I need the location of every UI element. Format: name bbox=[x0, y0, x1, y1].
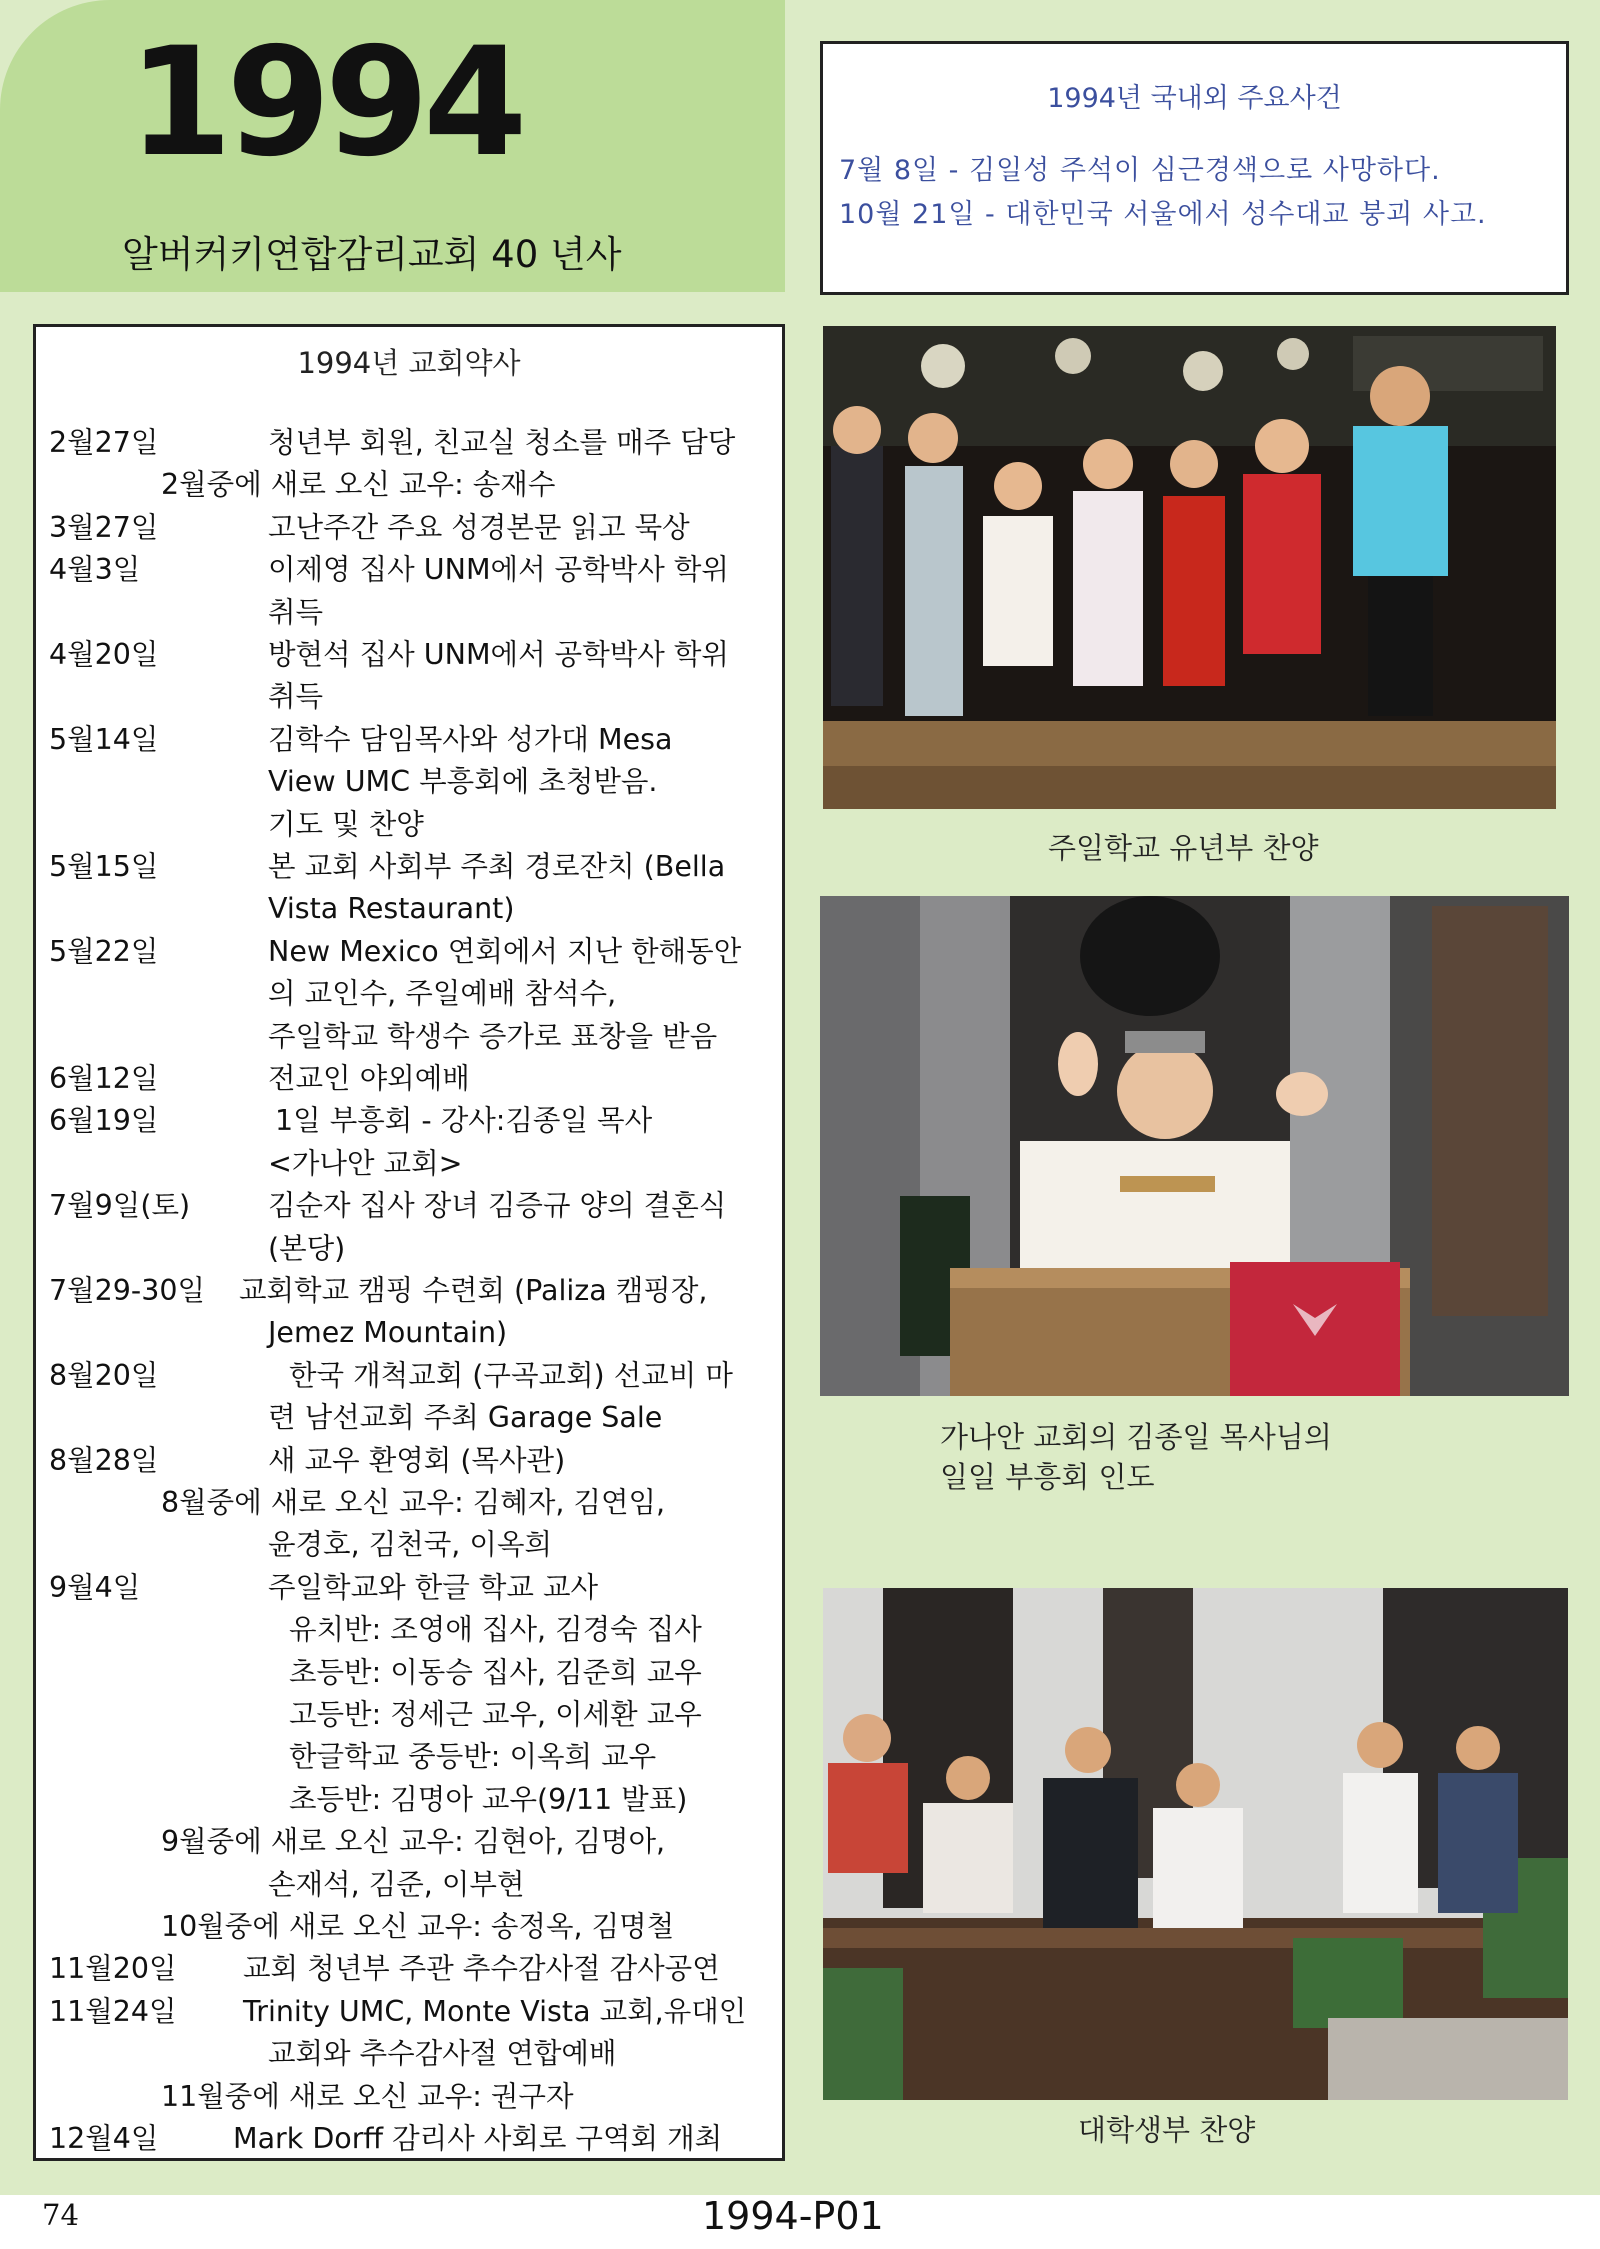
history-entry: 한글학교 중등반: 이옥희 교우 bbox=[289, 1740, 657, 1774]
college-group-image bbox=[823, 1588, 1568, 2100]
history-entry: 유치반: 조영애 집사, 김경숙 집사 bbox=[289, 1613, 702, 1647]
history-entry: New Mexico 연회에서 지난 한해동안 bbox=[268, 934, 742, 968]
history-entry: 주일학교와 한글 학교 교사 bbox=[268, 1570, 599, 1604]
history-entry: 의 교인수, 주일예배 참석수, bbox=[268, 977, 617, 1011]
world-event-line: 7월 8일 - 김일성 주석이 심근경색으로 사망하다. bbox=[839, 155, 1441, 186]
page-number: 74 bbox=[42, 2198, 79, 2232]
history-entry: (본당) bbox=[268, 1231, 346, 1265]
history-date: 7월29-30일 bbox=[49, 1274, 206, 1307]
history-entry: Mark Dorff 감리사 사회로 구역회 개최 bbox=[233, 2122, 723, 2155]
history-entry: 기도 및 찬양 bbox=[268, 807, 424, 841]
history-entry: 본 교회 사회부 주최 경로잔치 (Bella bbox=[268, 850, 726, 883]
history-entry: Jemez Mountain) bbox=[268, 1316, 508, 1350]
history-entry: 초등반: 이동승 집사, 김준희 교우 bbox=[289, 1655, 702, 1689]
history-entry: 교회학교 캠핑 수련회 (Paliza 캠핑장, bbox=[239, 1274, 708, 1307]
history-entry: 취득 bbox=[268, 595, 324, 629]
photo-college-group bbox=[823, 1588, 1568, 2100]
history-date: 4월3일 bbox=[49, 553, 141, 587]
history-date: 5월15일 bbox=[49, 850, 159, 883]
history-entry: 2월중에 새로 오신 교우: 송재수 bbox=[161, 468, 556, 502]
history-date: 5월22일 bbox=[49, 934, 159, 968]
history-entry: 교회와 추수감사절 연합예배 bbox=[268, 2037, 617, 2071]
history-entry: 교회 청년부 주관 추수감사절 감사공연 bbox=[243, 1952, 720, 1986]
history-date: 12월4일 bbox=[49, 2122, 159, 2155]
history-date: 4월20일 bbox=[49, 638, 159, 671]
photo-caption: 대학생부 찬양 bbox=[1078, 2113, 1256, 2147]
history-entry: 10월중에 새로 오신 교우: 송정옥, 김명철 bbox=[161, 1910, 675, 1943]
history-entry: 11월중에 새로 오신 교우: 권구자 bbox=[161, 2079, 574, 2113]
history-entry: 손재석, 김준, 이부현 bbox=[268, 1867, 525, 1901]
world-events-box bbox=[820, 41, 1569, 295]
history-date: 8월20일 bbox=[49, 1358, 159, 1392]
photo-caption-line: 일일 부흥회 인도 bbox=[940, 1460, 1155, 1494]
book-subtitle: 알버커키연합감리교회 40 년사 bbox=[122, 233, 622, 276]
history-date: 5월14일 bbox=[49, 722, 159, 756]
history-entry: 윤경호, 김천국, 이옥희 bbox=[268, 1528, 553, 1562]
history-date: 3월27일 bbox=[49, 510, 159, 544]
history-entry: 련 남선교회 주최 Garage Sale bbox=[268, 1401, 663, 1435]
history-date: 8월28일 bbox=[49, 1443, 159, 1477]
photo-children-choir bbox=[823, 326, 1556, 809]
history-entry: 한국 개척교회 (구곡교회) 선교비 마 bbox=[289, 1358, 733, 1392]
history-entry: 취득 bbox=[268, 680, 324, 714]
history-entry: 방현석 집사 UNM에서 공학박사 학위 bbox=[268, 638, 729, 671]
history-entry: 9월중에 새로 오신 교우: 김현아, 김명아, bbox=[161, 1825, 666, 1859]
history-entry: 이제영 집사 UNM에서 공학박사 학위 bbox=[268, 553, 729, 587]
world-event-line: 10월 21일 - 대한민국 서울에서 성수대교 붕괴 사고. bbox=[839, 199, 1487, 230]
history-date: 11월24일 bbox=[49, 1994, 177, 2028]
history-date: 7월9일(토) bbox=[49, 1189, 191, 1223]
history-entry: 초등반: 김명아 교우(9/11 발표) bbox=[289, 1782, 688, 1816]
photo-caption-line: 가나안 교회의 김종일 목사님의 bbox=[940, 1420, 1332, 1454]
history-entry: 8월중에 새로 오신 교우: 김혜자, 김연임, bbox=[161, 1486, 666, 1519]
history-entry: 김학수 담임목사와 성가대 Mesa bbox=[268, 722, 673, 756]
history-entry: <가나안 교회> bbox=[268, 1146, 463, 1180]
history-entry: 청년부 회원, 친교실 청소를 매주 담당 bbox=[268, 426, 736, 459]
church-history-title: 1994년 교회약사 bbox=[297, 346, 521, 380]
world-events-title: 1994년 국내외 주요사건 bbox=[1047, 83, 1342, 114]
history-date: 2월27일 bbox=[49, 426, 159, 459]
year-title: 1994 bbox=[128, 16, 522, 190]
history-entry: 전교인 야외예배 bbox=[268, 1062, 470, 1095]
history-entry: 주일학교 학생수 증가로 표창을 받음 bbox=[268, 1019, 718, 1053]
history-entry: 고등반: 정세근 교우, 이세환 교우 bbox=[289, 1698, 702, 1731]
history-entry: 김순자 집사 장녀 김증규 양의 결혼식 bbox=[268, 1189, 727, 1223]
history-entry: View UMC 부흥회에 초청받음. bbox=[268, 765, 658, 799]
photo-caption: 주일학교 유년부 찬양 bbox=[1048, 831, 1319, 865]
history-date: 11월20일 bbox=[49, 1952, 177, 1986]
page-code: 1994-P01 bbox=[702, 2194, 884, 2238]
history-entry: Trinity UMC, Monte Vista 교회,유대인 bbox=[243, 1994, 747, 2028]
pastor-preaching-image bbox=[820, 896, 1569, 1396]
history-entry: Vista Restaurant) bbox=[268, 892, 515, 926]
history-date: 9월4일 bbox=[49, 1570, 141, 1604]
photo-pastor-preaching bbox=[820, 896, 1569, 1396]
history-date: 6월12일 bbox=[49, 1062, 159, 1095]
history-entry: 1일 부흥회 - 강사:김종일 목사 bbox=[275, 1104, 653, 1138]
history-entry: 새 교우 환영회 (목사관) bbox=[268, 1443, 566, 1477]
church-history-box bbox=[33, 324, 785, 2161]
history-entry: 고난주간 주요 성경본문 읽고 묵상 bbox=[268, 510, 690, 544]
history-date: 6월19일 bbox=[49, 1104, 159, 1138]
children-choir-image bbox=[823, 326, 1556, 809]
